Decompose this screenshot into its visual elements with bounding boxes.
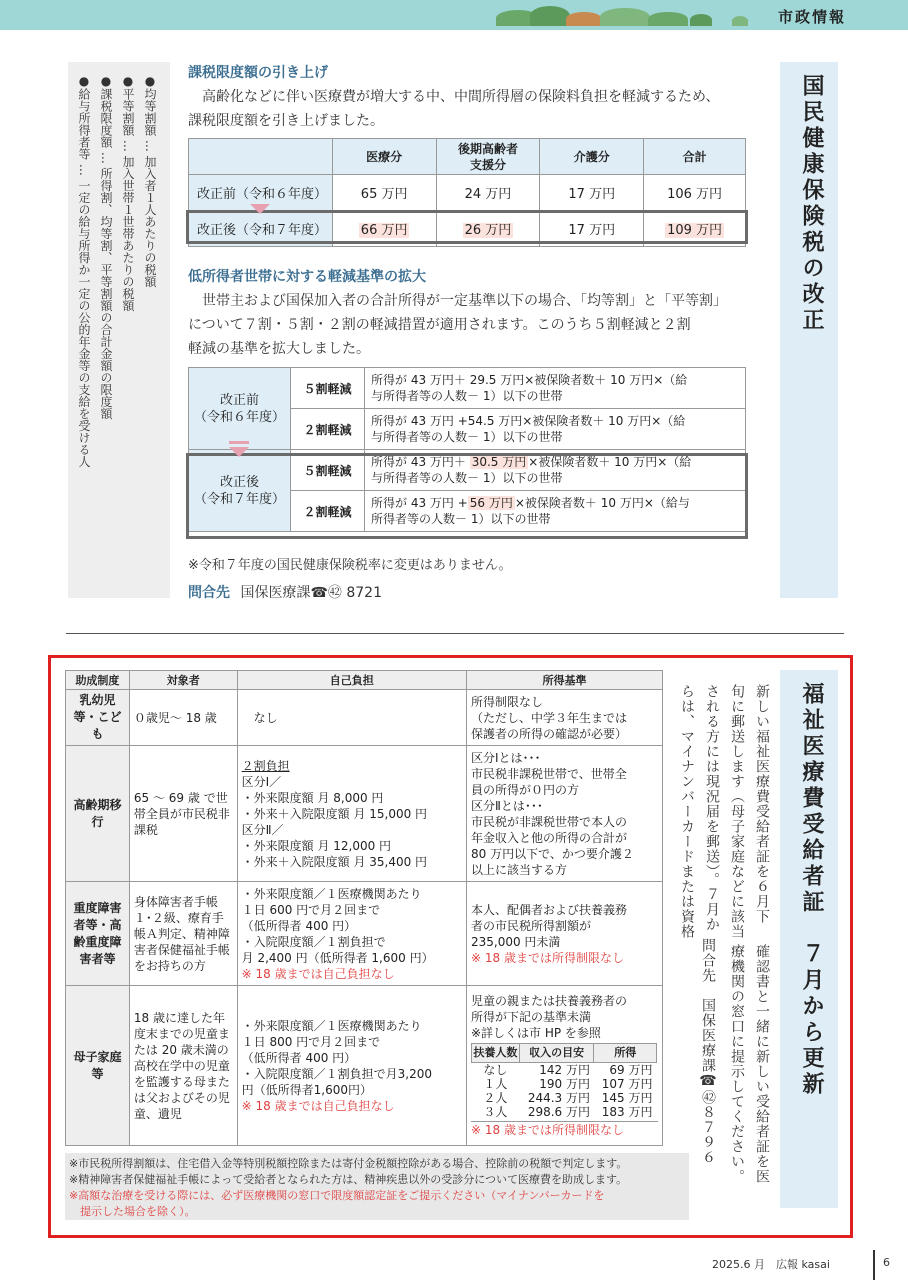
desc-text: 所得が 43 万円＋ [371,455,470,469]
subtable-header [471,1044,656,1063]
after-label: 改正後 [219,474,259,490]
desc-line: 与所得者等の人数－ 1）以下の世帯 [371,471,563,485]
income-cell [466,882,662,986]
sub-cell: 142 万円 [539,1063,590,1077]
income-line: 者の市民税所得割額が [470,918,591,933]
welfare-body-line-5: 確認書と一緒に新しい受給者証を医 [754,944,770,1184]
highlight-value: 109 万円 [667,223,723,238]
table-row [66,746,663,882]
note-line-red: 提示した場合を除く）。 [69,1205,196,1218]
sub-cell: １人 [483,1077,508,1091]
income-note-red: ※ 18 歳までは所得制限なし [470,950,624,965]
group-before [189,368,291,450]
before-label: 改正前 [219,392,259,408]
sub-cell: 107 万円 [601,1077,653,1091]
page-number: 6 [883,1256,890,1269]
col-iryou: 医療分 [332,139,436,175]
income-line: （ただし、中学３年生までは [470,710,627,725]
col-burden: 自己負担 [237,671,466,690]
table-row [66,882,663,986]
glossary-item-byoudouwari: ●平等割額 … 加入世帯１世帯あたりの税額 [121,74,135,312]
header-bar [0,0,908,30]
note-line: ※市民税所得割額は、住宅借入金等特別税額控除または寄付金税額控除がある場合、控除前の税額で判定します。 [69,1157,628,1170]
burden-note-red: ※ 18 歳までは自己負担なし [241,1098,395,1113]
income-line: 市民税が非課税世帯で本人の [470,814,627,829]
table-row [189,175,746,211]
welfare-body-line-1: 新しい福祉医療費受給者証を６月下 [754,684,770,924]
section1-heading: 課税限度額の引き上げ [188,65,328,81]
col-system: 助成制度 [66,671,130,690]
kind-5wari: ５割軽減 [291,368,365,409]
arrow-down-icon [250,204,270,214]
footer-rule [873,1250,875,1280]
section1-para-line-2: 課税限度額を引き上げました。 [188,113,384,129]
welfare-body-line-3: される方には現況届を郵送）。７月か [704,684,720,932]
income-line: 児童の親または扶養義務者の [470,994,627,1008]
section1-contact [188,582,382,602]
desc-cell [365,368,746,409]
highlight-value: 66 万円 [360,223,408,238]
burden-line: 月 2,400 円（低所得者 1,600 円） [241,950,434,965]
income-cell [466,986,662,1146]
note-line-red: ※高額な治療を受ける際には、必ず医療機関の窓口で限度額認定証をご提示ください（マイナンバーカードを [69,1189,605,1202]
welfare-body-line-6: 療機関の窓口に提示してください。 [729,944,745,1184]
burden-line: ・入院限度額／１割負担で月3,200 [241,1066,432,1081]
income-cell [466,690,662,746]
income-line: 員の所得が０円の方 [470,782,579,797]
landscape-house-icon [566,12,602,26]
para2-line-2: について７割・５割・２割の軽減措置が適用されます。このうち５割軽減と２割 [188,317,691,333]
col-kaigo: 介護分 [540,139,644,175]
table-row [189,368,746,409]
burden-line: ・外来限度額／１医療機関あたり [241,886,422,901]
kind-5wari: ５割軽減 [291,450,365,491]
sub-cell: ３人 [483,1105,508,1119]
sub-cell: 190 万円 [539,1077,590,1091]
sub-col-income: 所得 [594,1044,657,1063]
desc-cell [365,409,746,450]
section2-title-panel [780,670,838,1208]
sub-cell: 69 万円 [609,1063,653,1077]
table-row [66,690,663,746]
row-label-before: 改正前（令和６年度） [189,175,333,211]
income-line: 区分Ⅰとは･･･ [470,750,541,765]
section1-title-panel [780,62,838,598]
para2-line-1: 世帯主および国保加入者の合計所得が一定基準以下の場合、「均等割」と「平等割」 [188,293,727,309]
income-line: 本人、配偶者および扶養義務 [470,902,627,917]
section1-paragraph-2 [188,289,768,361]
after-year: （令和７年度） [193,491,285,507]
welfare-contact: 問合先 国保医療課☎㊷８７９６ [700,938,716,1165]
welfare-notes [65,1153,689,1220]
col-kouki: 後期高齢者 支援分 [436,139,540,175]
target-cell: ０歳児～ 18 歳 [129,690,237,746]
after-group-frame [186,453,748,539]
burden-line: 円（低所得者1,600円） [241,1082,372,1097]
sub-cell: 145 万円 [601,1091,653,1105]
highlight-value: 56 万円 [469,496,513,510]
landscape-hill-icon-2 [648,12,688,26]
cell: 17 万円 [540,211,644,247]
sub-cell: なし [483,1063,508,1077]
table-header-row [189,139,746,175]
section1-paragraph [188,85,768,133]
burden-line: 区分Ⅱ／ [241,822,284,837]
desc-line: 所得者等の人数－ 1）以下の世帯 [371,512,551,526]
burden-line: ・入院限度額／１割負担で [241,934,386,949]
income-line: 80 万円以下で、かつ要介護２ [470,846,634,861]
table-row [66,986,663,1146]
col-target: 対象者 [129,671,237,690]
burden-note-red: ※ 18 歳までは自己負担なし [241,966,395,981]
glossary-item-kyuyoshotoku: ●給与所得者等 … 一定の給与所得か一定の公的年金等の支給を受ける人 [77,74,91,468]
sub-cell: 244.3 万円 [527,1091,590,1105]
section1-heading-2: 低所得者世帯に対する軽減基準の拡大 [188,269,426,285]
burden-line: ・外来限度額 月 12,000 円 [241,838,392,853]
burden-cell [237,986,466,1146]
glossary-item-kazeigendo: ●課税限度額 … 所得割、均等割、平等割額の合計金額の限度額 [99,74,113,420]
income-line: 年金収入と他の所得の合計が [470,830,627,845]
burden-line: なし [253,710,278,725]
cell: 106 万円 [644,175,746,211]
welfare-table [65,670,663,1146]
subtable-row [471,1105,656,1119]
sub-col-income-guide: 収入の目安 [519,1044,594,1063]
section1-para-line-1: 高齢化などに伴い医療費が増大する中、中間所得層の保険料負担を軽減するため、 [188,89,720,105]
desc-line: 与所得者等の人数－ 1）以下の世帯 [371,430,563,444]
burden-line: （低所得者 400 円） [241,918,357,933]
burden-line: ・外来＋入院限度額 月 15,000 円 [241,806,428,821]
welfare-body-line-4: らは、マイナンバーカードまたは資格 [679,684,695,939]
landscape-tree-icon [530,6,570,26]
highlight-value: 26 万円 [464,223,512,238]
burden-cell [237,882,466,986]
glossary-item-kintouwari: ●均等割額 … 加入者１人あたりの税額 [143,74,157,288]
burden-line: １日 800 円で月２回まで [241,1034,381,1049]
footer-date: 2025.6 月 広報 kasai [712,1258,830,1271]
desc-line: 所得が 43 万円＋ 29.5 万円×被保険者数＋ 10 万円×（給 [371,373,688,387]
table-corner [189,139,333,175]
subtable-row [471,1091,656,1105]
burden-line: ・外来＋入院限度額 月 35,400 円 [241,854,428,869]
desc-line: 所得が 43 万円 +54.5 万円×被保険者数＋ 10 万円×（給 [371,414,686,428]
landscape-field-icon [600,8,650,26]
burden-cell [237,690,466,746]
desc-text: 所得が 43 万円 + [371,496,468,510]
sub-col-dependents: 扶養人数 [471,1044,519,1063]
col-goukei: 合計 [644,139,746,175]
burden-line: 区分Ⅰ／ [241,774,282,789]
income-line: 所得が下記の基準未満 [470,1010,591,1024]
sub-cell: ２人 [483,1091,508,1105]
note-line: ※精神障害者保健福祉手帳によって受給者となられた方は、精神疾患以外の受診分について医療費を助成します。 [69,1173,628,1186]
burden-line: ２割負担 [241,758,290,773]
subtable-row [471,1077,656,1091]
burden-line: ・外来限度額／１医療機関あたり [241,1018,422,1033]
section2-title: 福祉医療費受給者証 ７月から更新 [799,682,824,1098]
target-cell: 18 歳に達した年度末までの児童または 20 歳未満の高校在学中の児童を監護する母または父およびその児童、遺児 [129,986,237,1146]
target-cell: 身体障害者手帳１･２級、療育手帳Ａ判定、精神障害者保健福祉手帳をお持ちの方 [129,882,237,986]
col-income: 所得基準 [466,671,662,690]
kind-2wari: ２割軽減 [291,491,365,532]
cell: 24 万円 [436,175,540,211]
target-cell: 65 ～ 69 歳 で世帯全員が市民税非課税 [129,746,237,882]
income-line: 区分Ⅱとは･･･ [470,798,543,813]
equals-mark-icon [229,441,249,444]
sub-cell: 183 万円 [601,1105,653,1119]
burden-line: （低所得者 400 円） [241,1050,357,1065]
desc-text: ×被保険者数＋ 10 万円×（給 [528,455,692,469]
income-line: 235,000 円未満 [470,934,561,949]
after-row-frame [186,210,748,244]
system-name: 乳幼児等・こども [66,690,130,746]
income-note-red: ※ 18 歳までは所得制限なし [471,1121,658,1138]
landscape-grass-icon [690,14,712,26]
cell: 17 万円 [540,175,644,211]
income-line: ※詳しくは市 HP を参照 [470,1026,601,1040]
glossary-panel [68,62,170,598]
arrow-down-icon [229,447,249,457]
kind-2wari: ２割軽減 [291,409,365,450]
income-line: 所得制限なし [470,694,543,709]
system-name: 母子家庭等 [66,986,130,1146]
section1-title: 国民健康保険税の改正 [799,74,824,334]
income-guide-table [471,1043,657,1119]
sub-cell: 298.6 万円 [527,1105,590,1119]
landscape-sprout-icon [732,16,748,26]
section1-note: ※令和７年度の国民健康保険税率に変更はありません。 [188,558,512,573]
contact-label: 問合先 [188,585,230,601]
highlight-value: 30.5 万円 [471,455,527,469]
subtable-row [471,1063,656,1078]
para2-line-3: 軽減の基準を拡大しました。 [188,341,370,357]
header-title: 市政情報 [777,8,846,26]
burden-line: ・外来限度額 月 8,000 円 [241,790,384,805]
income-line: 保護者の所得の確認が必要） [470,726,627,741]
income-cell [466,746,662,882]
row-label-after: 改正後（令和７年度） [189,211,333,247]
burden-line: １日 600 円で月２回まで [241,902,381,917]
income-line: 市民税非課税世帯で、世帯全 [470,766,627,781]
before-year: （令和６年度） [193,409,285,425]
table-header-row [66,671,663,690]
desc-text: ×被保険者数＋ 10 万円×（給与 [514,496,690,510]
cell: 65 万円 [332,175,436,211]
system-name: 高齢期移行 [66,746,130,882]
system-name: 重度障害者等・高齢重度障害者等 [66,882,130,986]
desc-line: 与所得者等の人数－ 1）以下の世帯 [371,389,563,403]
burden-cell [237,746,466,882]
income-line: 以上に該当する方 [470,862,567,877]
section-divider [66,633,844,634]
contact-text: 国保医療課☎㊷ 8721 [240,585,382,601]
welfare-body-line-2: 旬に郵送します（母子家庭などに該当 [729,684,745,939]
